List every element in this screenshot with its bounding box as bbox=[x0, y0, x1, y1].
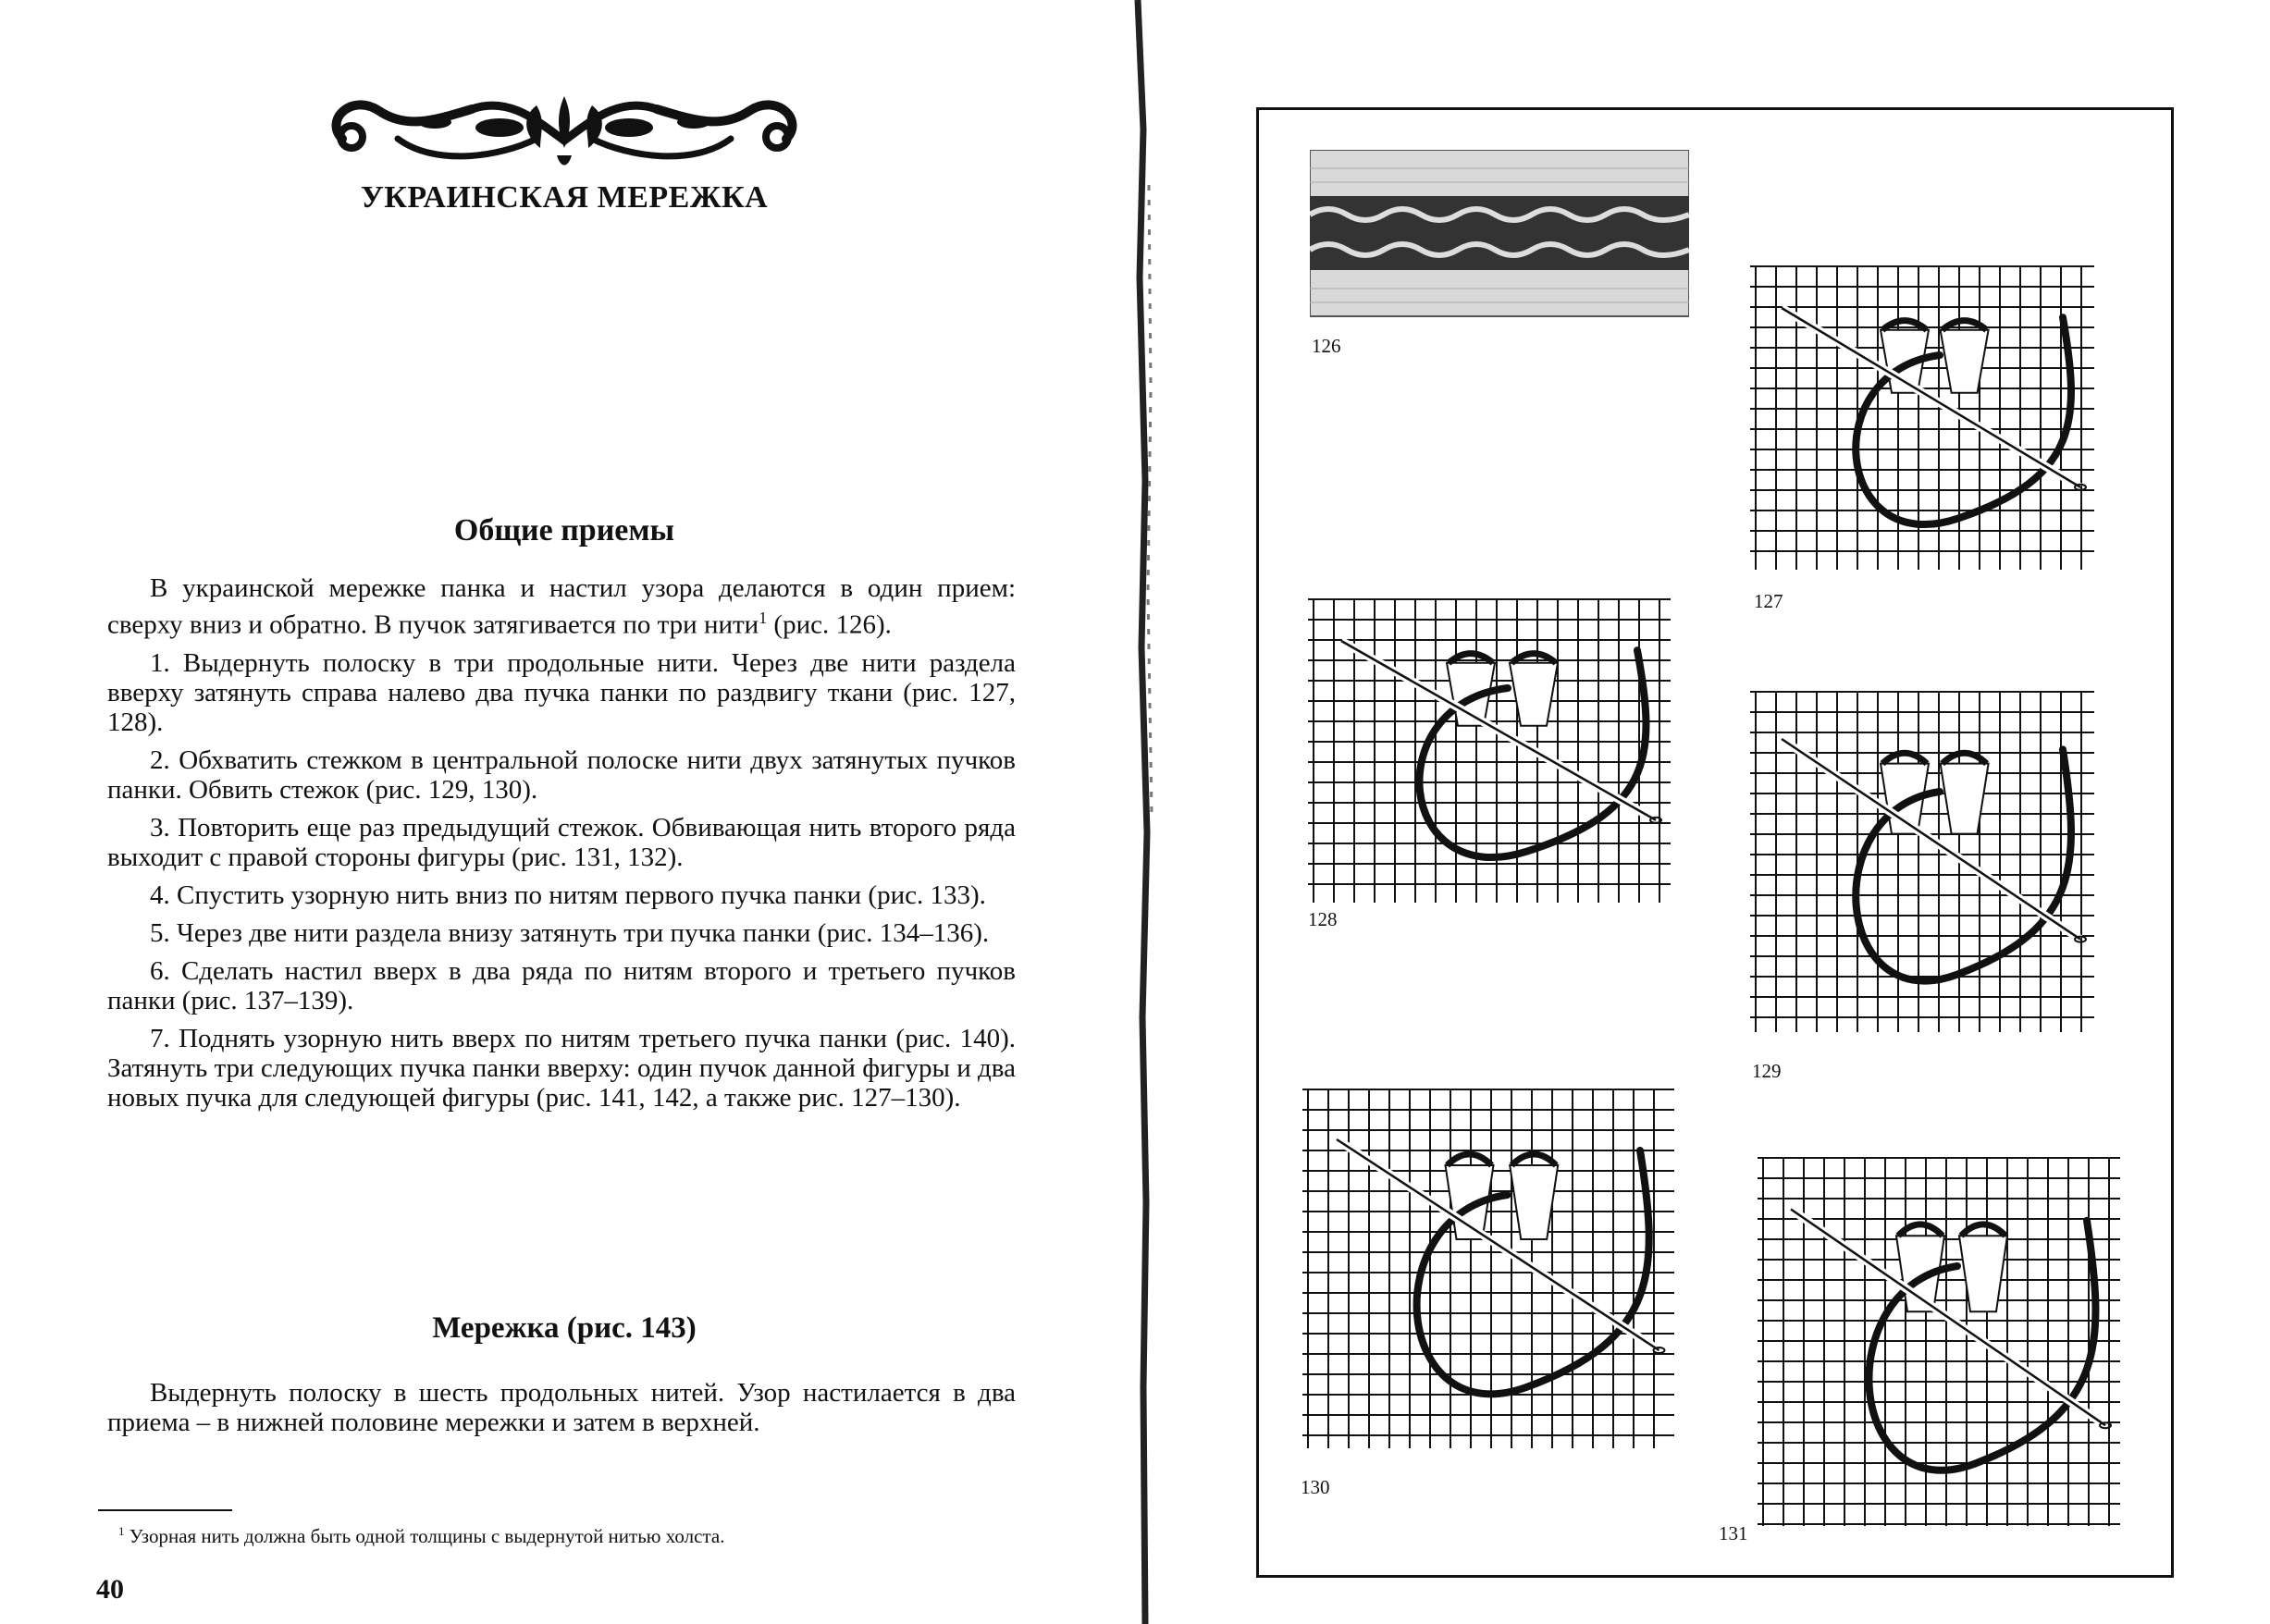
step-paragraph: 6. Сделать настил вверх в два ряда по нитям второго и третьего пучков панки (рис. 137–139). bbox=[107, 955, 1016, 1015]
figure-130-diagram bbox=[1299, 1084, 1678, 1454]
scroll-ornament-icon bbox=[315, 83, 814, 185]
figure-131-diagram bbox=[1754, 1152, 2124, 1532]
intro-ref: (рис. 126). bbox=[767, 609, 892, 640]
section2-ref: (рис. 143) bbox=[559, 1311, 697, 1345]
step-paragraph: 1. Выдернуть полоску в три продольные нити. Через две нити раздела вверху затянуть справа налево два пучка панки по раздвигу ткани (рис. 127, 128). bbox=[107, 647, 1016, 737]
figure-label: 128 bbox=[1308, 908, 1338, 930]
step-paragraph: 7. Поднять узорную нить вверх по нитям третьего пучка панки (рис. 140). Затянуть три следующих пучка панки вверху: один пучок данной фигуры и два новых пучка для следующей фигуры (рис. 141, 142, а также рис. 127–130). bbox=[107, 1023, 1016, 1113]
page-number: 40 bbox=[96, 1574, 124, 1605]
figure-label: 131 bbox=[1719, 1522, 1748, 1544]
footnote-text: Узорная нить должна быть одной толщины с выдернутой нитью холста. bbox=[129, 1525, 725, 1547]
left-page bbox=[0, 0, 1110, 1624]
body-text-2 bbox=[107, 1378, 1016, 1437]
step-paragraph: 4. Спустить узорную нить вниз по нитям первого пучка панки (рис. 133). bbox=[150, 880, 986, 910]
binding-gutter bbox=[1121, 0, 1167, 1624]
footnote-marker: 1 bbox=[759, 609, 768, 627]
step-paragraph: 3. Повторить еще раз предыдущий стежок. Обвивающая нить второго ряда выходит с правой стороны фигуры (рис. 131, 132). bbox=[107, 812, 1016, 872]
figure-label: 130 bbox=[1301, 1476, 1330, 1498]
figure-129-diagram bbox=[1746, 686, 2098, 1038]
footnote-rule bbox=[98, 1509, 232, 1511]
figure-label: 126 bbox=[1312, 335, 1341, 357]
figure-126-photo bbox=[1310, 150, 1689, 326]
intro-text: В украинской мережке панка и настил узора делаются в один прием: сверху вниз и обратно. В пучок затягивается по три нити bbox=[107, 573, 1016, 640]
section2-paragraph: Выдернуть полоску в шесть продольных нитей. Узор настилается в два приема – в нижней половине мережки и затем в верхней. bbox=[107, 1378, 1016, 1437]
footnote-mark: 1 bbox=[118, 1524, 125, 1538]
section-title-2 bbox=[333, 1311, 796, 1346]
footnote bbox=[118, 1524, 1006, 1548]
chapter-title: УКРАИНСКАЯ МЕРЕЖКА bbox=[360, 180, 769, 215]
figure-label: 127 bbox=[1754, 590, 1783, 612]
figure-panel bbox=[1256, 107, 2174, 1578]
right-page bbox=[1167, 0, 2270, 1624]
section-title: Общие приемы bbox=[453, 513, 675, 547]
step-paragraph: 5. Через две нити раздела внизу затянуть три пучка панки (рис. 134–136). bbox=[150, 917, 990, 948]
step-paragraph: 2. Обхватить стежком в центральной полоске нити двух затянутых пучков панки. Обвить стежок (рис. 129, 130). bbox=[107, 744, 1016, 805]
figure-128-diagram bbox=[1304, 594, 1674, 908]
intro-paragraph bbox=[107, 573, 1016, 640]
body-text bbox=[107, 573, 1016, 1121]
figure-127-diagram bbox=[1746, 261, 2098, 575]
figure-label: 129 bbox=[1752, 1060, 1782, 1082]
section2-word: Мережка bbox=[432, 1311, 560, 1345]
